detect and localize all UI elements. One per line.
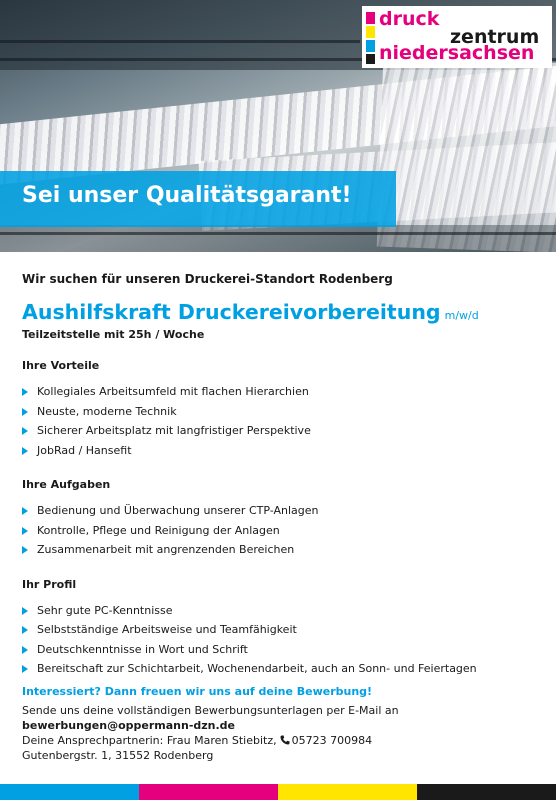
- bullet-arrow-icon: [22, 607, 28, 615]
- list-item: [22, 441, 542, 461]
- list-item-text: Zusammenarbeit mit angrenzenden Bereichen: [37, 543, 295, 556]
- cmyk-color-bar: [0, 784, 556, 800]
- headline-banner: [0, 171, 396, 227]
- section-heading-profil: Ihr Profil: [22, 577, 77, 591]
- logo-line-druck: druck: [379, 8, 440, 30]
- phone-icon: [280, 735, 290, 745]
- black-stripe: [417, 784, 556, 800]
- list-item-text: Neuste, moderne Technik: [37, 404, 177, 418]
- company-logo: [362, 6, 552, 68]
- section-heading-vorteile: Ihre Vorteile: [22, 359, 100, 372]
- job-content: [22, 272, 542, 679]
- list-item: [22, 421, 542, 441]
- list-item: [22, 521, 542, 541]
- list-item: [22, 640, 542, 660]
- list-item-text: Bedienung und Überwachung unserer CTP-Anlagen: [37, 504, 319, 517]
- intro-text: Wir suchen für unseren Druckerei-Standort Rodenberg: [22, 272, 393, 286]
- logo-line-zentrum: zentrum: [450, 26, 540, 48]
- contact-block: [22, 703, 399, 763]
- list-item-text: Sehr gute PC-Kenntnisse: [37, 603, 173, 617]
- list-item-text: Kollegiales Arbeitsumfeld mit flachen Hierarchien: [37, 385, 309, 398]
- list-item-text: Sicherer Arbeitsplatz mit langfristiger Perspektive: [37, 424, 311, 437]
- list-item: [22, 402, 542, 422]
- job-title-row: [22, 300, 542, 324]
- list-item: [22, 659, 542, 679]
- contact-person-line: [22, 733, 399, 748]
- bullet-arrow-icon: [22, 626, 28, 634]
- contact-person: Deine Ansprechpartnerin: Frau Maren Stiebitz,: [22, 734, 277, 747]
- phone-number[interactable]: 05723 700984: [291, 734, 373, 747]
- bullet-arrow-icon: [22, 546, 28, 554]
- list-item: [22, 501, 542, 521]
- bullet-arrow-icon: [22, 527, 28, 535]
- list-item-text: Bereitschaft zur Schichtarbeit, Wochenendarbeit, auch an Sonn- und Feiertagen: [37, 662, 477, 675]
- email-link[interactable]: bewerbungen@oppermann-dzn.de: [22, 719, 236, 732]
- job-title: Aushilfskraft Druckereivorbereitung: [22, 300, 441, 324]
- list-vorteile: [22, 382, 542, 460]
- call-to-action: Interessiert? Dann freuen wir uns auf deine Bewerbung!: [22, 685, 373, 698]
- job-subtitle: Teilzeitstelle mit 25h / Woche: [22, 328, 205, 341]
- magenta-stripe: [139, 784, 278, 800]
- bullet-arrow-icon: [22, 646, 28, 654]
- bullet-arrow-icon: [22, 408, 28, 416]
- list-item: [22, 540, 542, 560]
- list-item-text: JobRad / Hansefit: [37, 443, 132, 457]
- list-profil: [22, 601, 542, 679]
- list-item-text: Selbstständige Arbeitsweise und Teamfähigkeit: [37, 623, 297, 636]
- section-heading-aufgaben: Ihre Aufgaben: [22, 478, 111, 491]
- list-item-text: Kontrolle, Pflege und Reinigung der Anlagen: [37, 523, 280, 537]
- list-item-text: Deutschkenntnisse in Wort und Schrift: [37, 642, 248, 656]
- logo-line-niedersachsen: niedersachsen: [379, 42, 535, 64]
- list-item: [22, 382, 542, 402]
- list-aufgaben: [22, 501, 542, 560]
- gender-note: m/w/d: [444, 309, 479, 322]
- bullet-arrow-icon: [22, 427, 28, 435]
- bullet-arrow-icon: [22, 388, 28, 396]
- list-item: [22, 620, 542, 640]
- bullet-arrow-icon: [22, 447, 28, 455]
- contact-instruction: Sende uns deine vollständigen Bewerbungsunterlagen per E-Mail an: [22, 704, 399, 717]
- headline-text: Sei unser Qualitätsgarant!: [22, 183, 352, 208]
- yellow-stripe: [278, 784, 417, 800]
- bullet-arrow-icon: [22, 665, 28, 673]
- bullet-arrow-icon: [22, 507, 28, 515]
- address: Gutenbergstr. 1, 31552 Rodenberg: [22, 749, 214, 762]
- list-item: [22, 601, 542, 621]
- cyan-stripe: [0, 784, 139, 800]
